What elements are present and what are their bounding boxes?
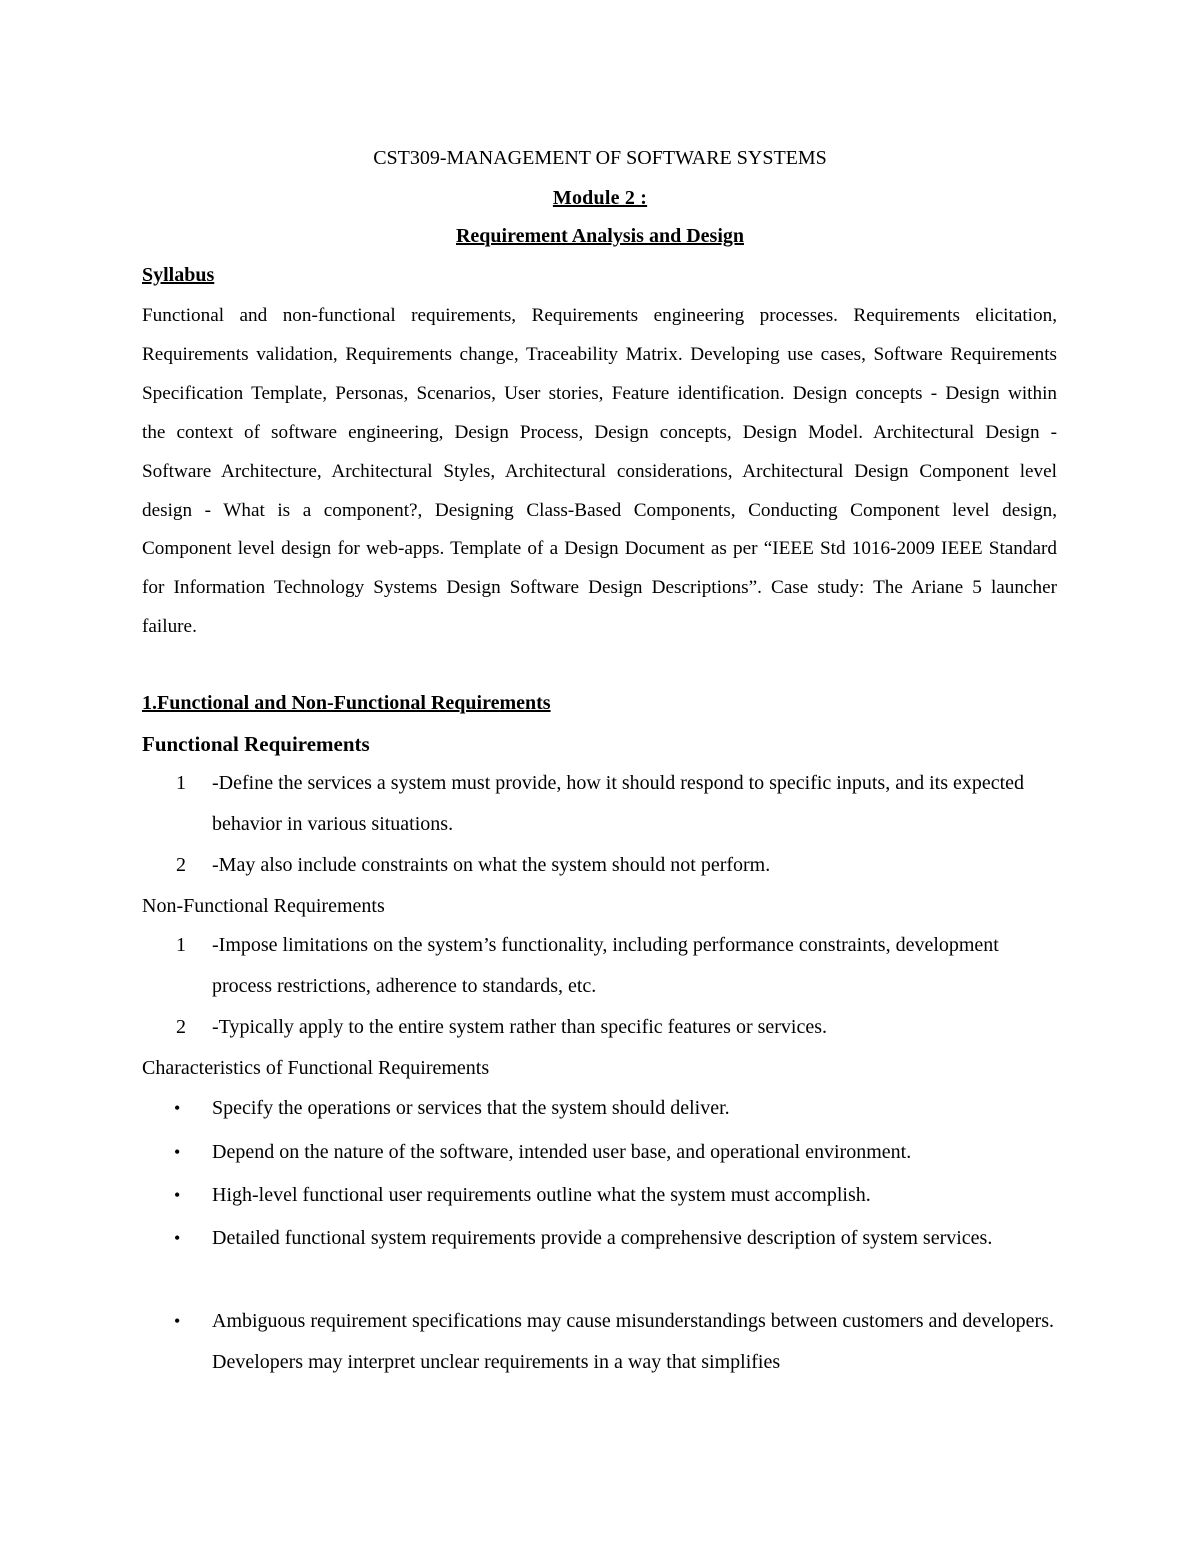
bullet-item xyxy=(142,1175,1057,1216)
item-number: 1 xyxy=(176,772,186,794)
item-text: Detailed functional system requirements provide a comprehensive description of system services. xyxy=(212,1227,993,1249)
bullet-item xyxy=(142,1132,1057,1173)
syllabus-heading: Syllabus xyxy=(142,264,215,286)
module-title: Requirement Analysis and Design xyxy=(455,225,744,247)
list-item xyxy=(142,845,1057,886)
syllabus-text: Functional and non-functional requirements, Requirements engineering processes. Requirements elicitation, Requirements validation, Requirements change, Traceability Matrix. Developing use cases, Software Requirements Specification Template, Personas, Scenarios, User stories, Feature identification. Design concepts - Design within the context of software engineering, Design Process, Design concepts, Design Model. Architectural Design - Software Architecture, Architectural Styles, Architectural considerations, Architectural Design Component level design - What is a component?, Designing Class-Based Components, Conducting Component level design, Component level design for web-apps. Template of a Design Document as per “IEEE Std 1016-2009 IEEE Standard for Information Technology Systems Design Software Design Descriptions”. Case study: The Ariane 5 launcher failure. xyxy=(142,305,1057,638)
module-number: Module 2 : xyxy=(552,187,648,209)
course-title: CST309-MANAGEMENT OF SOFTWARE SYSTEMS xyxy=(373,147,827,169)
item-number: 2 xyxy=(176,854,186,876)
functional-requirements-heading: Functional Requirements xyxy=(142,732,370,756)
list-item xyxy=(142,925,1057,1007)
item-number: 2 xyxy=(176,1016,186,1038)
item-text: -Typically apply to the entire system rather than specific features or services. xyxy=(212,1016,828,1038)
item-text: -Impose limitations on the system’s functionality, including performance constraints, development process restrictions, adherence to standards, etc. xyxy=(212,934,999,997)
bullet-item xyxy=(142,1218,1057,1259)
item-text: -Define the services a system must provide, how it should respond to specific inputs, and its expected behavior in various situations. xyxy=(212,772,1025,835)
section-heading: 1.Functional and Non-Functional Requirements xyxy=(142,692,551,714)
item-text: Ambiguous requirement specifications may cause misunderstandings between customers and developers. Developers may interpret unclear requirements in a way that simplifies xyxy=(212,1310,1054,1373)
bullet-icon: • xyxy=(174,1142,181,1162)
list-item xyxy=(142,763,1057,845)
bullet-item xyxy=(142,1088,1057,1129)
bullet-icon: • xyxy=(174,1228,181,1248)
item-text: High-level functional user requirements outline what the system must accomplish. xyxy=(212,1184,871,1206)
bullet-icon: • xyxy=(174,1185,181,1205)
bullet-icon: • xyxy=(174,1098,181,1118)
item-text: Depend on the nature of the software, intended user base, and operational environment. xyxy=(212,1141,912,1163)
item-text: Specify the operations or services that the system should deliver. xyxy=(212,1097,730,1119)
bullet-icon: • xyxy=(174,1311,181,1331)
list-item xyxy=(142,1007,1057,1048)
item-text: -May also include constraints on what the system should not perform. xyxy=(212,854,771,876)
item-number: 1 xyxy=(176,934,186,956)
characteristics-heading: Characteristics of Functional Requirements xyxy=(142,1057,490,1079)
bullet-item xyxy=(142,1301,1057,1383)
non-functional-requirements-heading: Non-Functional Requirements xyxy=(142,895,385,917)
